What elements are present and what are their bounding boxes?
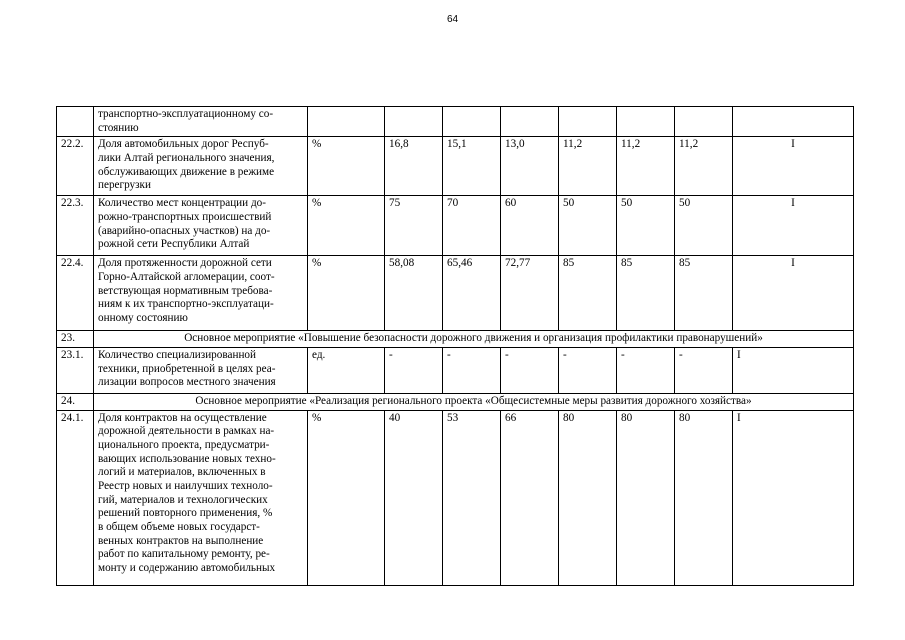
- value-cell: -: [675, 347, 733, 393]
- mark-cell: [733, 107, 854, 137]
- value-cell: [559, 107, 617, 137]
- value-cell: 53: [443, 410, 501, 585]
- indicators-table: [56, 106, 854, 586]
- value-cell: 85: [675, 256, 733, 331]
- mark-cell: I: [733, 196, 854, 256]
- value-cell: 16,8: [385, 137, 443, 196]
- value-cell: 11,2: [617, 137, 675, 196]
- value-cell: 50: [617, 196, 675, 256]
- value-cell: 50: [559, 196, 617, 256]
- value-cell: 11,2: [675, 137, 733, 196]
- value-cell: 80: [617, 410, 675, 585]
- row-number: [57, 107, 94, 137]
- value-cell: -: [617, 347, 675, 393]
- value-cell: 66: [501, 410, 559, 585]
- value-cell: 65,46: [443, 256, 501, 331]
- row-number: 23.: [57, 331, 94, 348]
- row-number: 22.2.: [57, 137, 94, 196]
- value-cell: -: [501, 347, 559, 393]
- table-row: [57, 393, 854, 410]
- value-cell: [617, 107, 675, 137]
- table-row: [57, 331, 854, 348]
- page-number: 64: [446, 14, 459, 25]
- indicator-name: транспортно-эксплуатационному со- стоянию: [94, 107, 308, 137]
- indicator-name: Доля протяженности дорожной сети Горно-Алтайской агломерации, соот- ветствующая нормативным требова- ниям к их транспортно-эксплуатаци- онному состоянию: [94, 256, 308, 331]
- value-cell: [385, 107, 443, 137]
- row-number: 23.1.: [57, 347, 94, 393]
- value-cell: 15,1: [443, 137, 501, 196]
- value-cell: 72,77: [501, 256, 559, 331]
- table-row: [57, 196, 854, 256]
- event-heading: Основное мероприятие «Реализация регионального проекта «Общесистемные меры развития дорожного хозяйства»: [94, 393, 854, 410]
- value-cell: 13,0: [501, 137, 559, 196]
- value-cell: [443, 107, 501, 137]
- event-heading: Основное мероприятие «Повышение безопасности дорожного движения и организация профилактики правонарушений»: [94, 331, 854, 348]
- row-number: 22.4.: [57, 256, 94, 331]
- value-cell: 70: [443, 196, 501, 256]
- indicator-name: Доля автомобильных дорог Респуб- лики Алтай регионального значения, обслуживающих движение в режиме перегрузки: [94, 137, 308, 196]
- unit-cell: %: [308, 137, 385, 196]
- table-row: [57, 137, 854, 196]
- value-cell: [501, 107, 559, 137]
- value-cell: 58,08: [385, 256, 443, 331]
- value-cell: 11,2: [559, 137, 617, 196]
- table-row: [57, 347, 854, 393]
- row-number: 24.1.: [57, 410, 94, 585]
- value-cell: 40: [385, 410, 443, 585]
- value-cell: [675, 107, 733, 137]
- unit-cell: %: [308, 256, 385, 331]
- indicator-name: Количество мест концентрации до- рожно-транспортных происшествий (аварийно-опасных участков) на до- рожной сети Республики Алтай: [94, 196, 308, 256]
- indicator-name: Количество специализированной техники, приобретенной в целях реа- лизации вопросов местного значения: [94, 347, 308, 393]
- row-number: 22.3.: [57, 196, 94, 256]
- table-row: [57, 107, 854, 137]
- table-row: [57, 256, 854, 331]
- table-row: [57, 410, 854, 585]
- value-cell: 50: [675, 196, 733, 256]
- unit-cell: ед.: [308, 347, 385, 393]
- unit-cell: %: [308, 196, 385, 256]
- indicator-name: Доля контрактов на осуществление дорожной деятельности в рамках на- ционального проекта, предусматри- вающих использование новых техно- логий и материалов, включенных в Реестр новых и наилучших техноло- гий, материалов и технологических решений повторного применения, % в общем объеме новых государст- венных контрактов на выполнение работ по капитальному ремонту, ре- монту и содержанию автомобильных: [94, 410, 308, 585]
- mark-cell: I: [733, 410, 854, 585]
- unit-cell: %: [308, 410, 385, 585]
- value-cell: -: [443, 347, 501, 393]
- mark-cell: I: [733, 256, 854, 331]
- value-cell: -: [559, 347, 617, 393]
- mark-cell: I: [733, 347, 854, 393]
- value-cell: 80: [675, 410, 733, 585]
- value-cell: 60: [501, 196, 559, 256]
- value-cell: -: [385, 347, 443, 393]
- mark-cell: I: [733, 137, 854, 196]
- value-cell: 75: [385, 196, 443, 256]
- value-cell: 80: [559, 410, 617, 585]
- unit-cell: [308, 107, 385, 137]
- row-number: 24.: [57, 393, 94, 410]
- value-cell: 85: [617, 256, 675, 331]
- value-cell: 85: [559, 256, 617, 331]
